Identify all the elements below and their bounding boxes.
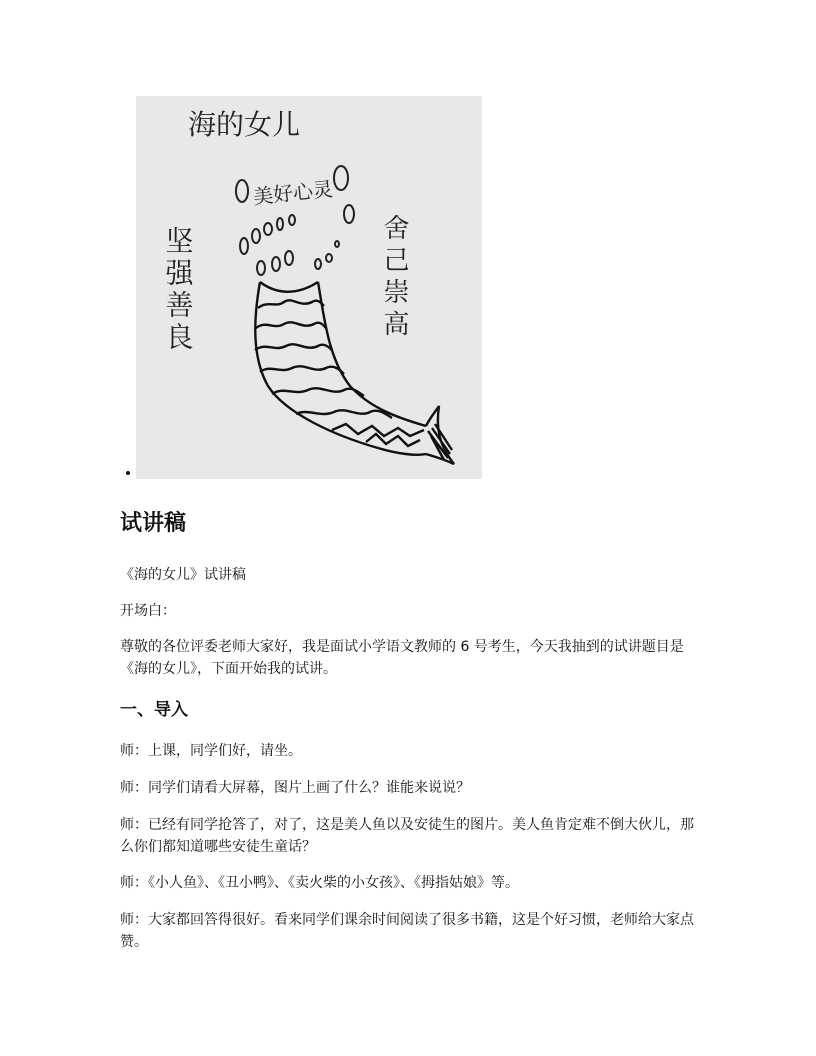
paragraph: 师：大家都回答得很好。看来同学们课余时间阅读了很多书籍，这是个好习惯，老师给大家点赞。 [120,912,694,950]
sketch-right-text: 舍己崇高 [379,214,409,342]
paragraph: 师：《小人鱼》、《丑小鸭》、《卖火柴的小女孩》、《拇指姑娘》等。 [120,875,519,891]
mermaid-sketch-svg [136,96,482,479]
paragraph: 师：上课，同学们好，请坐。 [120,743,302,759]
sketch-left-text: 坚强善良 [161,226,195,354]
opening-paragraph: 尊敬的各位评委老师大家好，我是面试小学语文教师的 6 号考生，今天我抽到的试讲题目是《海的女儿》，下面开始我的试讲。 [120,639,684,677]
list-bullet [126,471,130,475]
opening-label: 开场白： [120,603,176,619]
mermaid-tail [255,282,454,464]
section-heading-intro: 一、导入 [120,700,188,720]
document-title: 试讲稿 [120,511,187,536]
document-subtitle: 《海的女儿》试讲稿 [120,567,246,583]
paragraph: 师：已经有同学抢答了，对了，这是美人鱼以及安徒生的图片。美人鱼肯定难不倒大伙儿，那么你们都知道哪些安徒生童话？ [120,817,694,855]
sketch-bubble-text: 美好心灵 [252,176,335,209]
paragraph: 师：同学们请看大屏幕，图片上画了什么？谁能来说说？ [120,780,470,796]
sketch-title: 海的女儿 [188,108,301,141]
mermaid-sketch-image [136,96,482,479]
